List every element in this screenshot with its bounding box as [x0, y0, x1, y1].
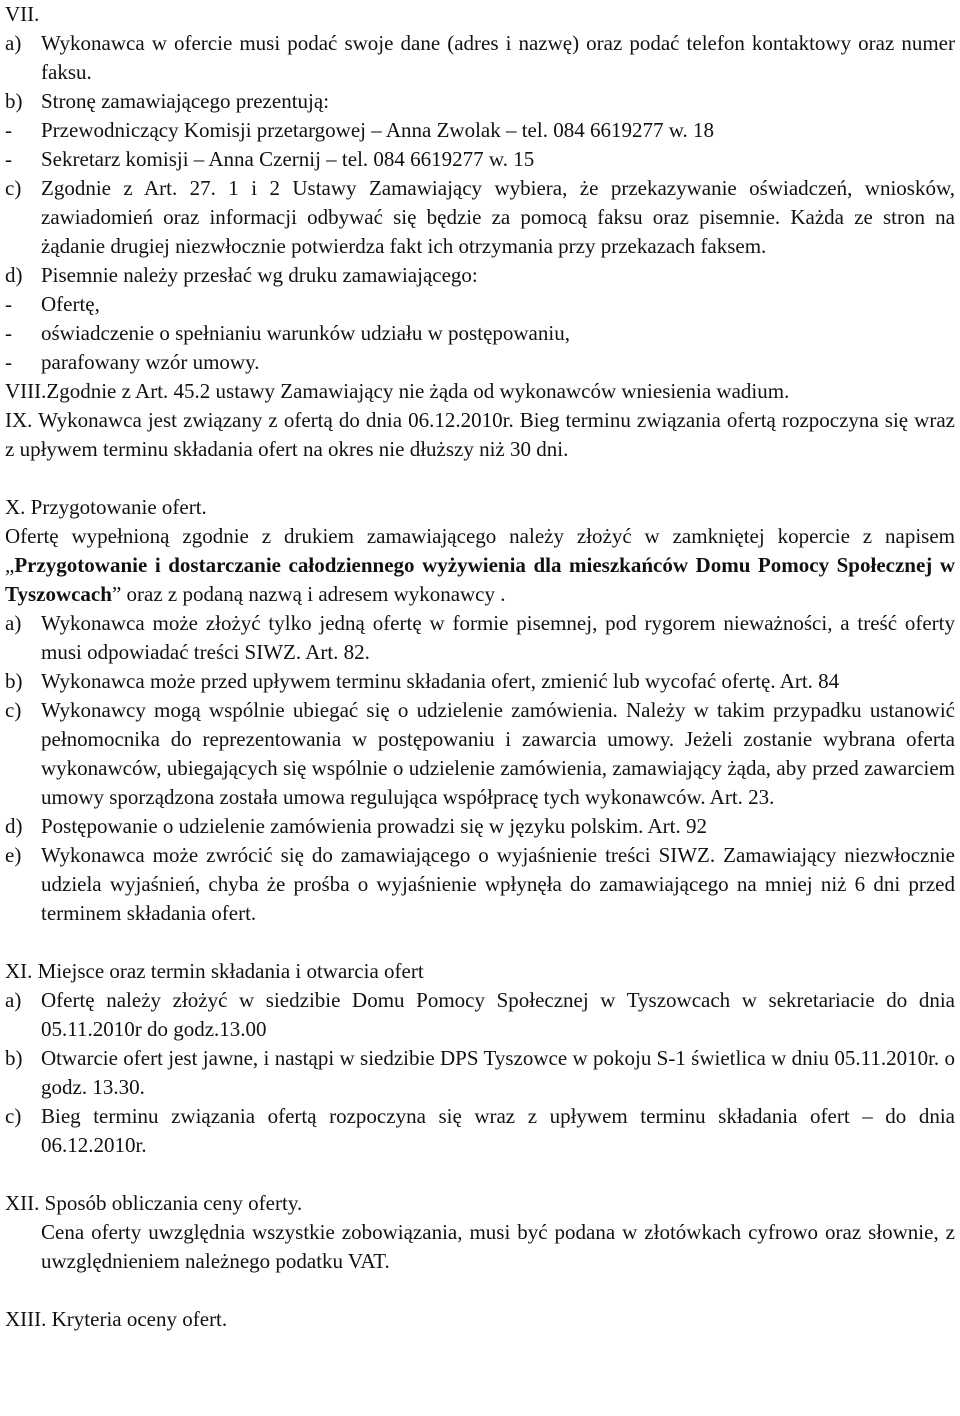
section-12-heading: XII. Sposób obliczania ceny oferty.	[5, 1191, 303, 1215]
dash-bullet: -	[5, 118, 12, 142]
section-11-item-b	[5, 1044, 955, 1102]
item-label: a)	[5, 611, 22, 635]
dash-bullet: -	[5, 292, 12, 316]
section-7-item-a	[5, 29, 955, 87]
intro-text: Ofertę wypełnioną zgodnie z drukiem zamawiającego należy złożyć w zamkniętej kopercie z napisem „	[5, 524, 955, 577]
spacer	[5, 464, 955, 493]
section-10-item-c	[5, 696, 955, 812]
spacer	[5, 1276, 955, 1305]
item-text: Wykonawcy mogą wspólnie ubiegać się o udzielenie zamówienia. Należy w takim przypadku ustanowić pełnomocnika do reprezentowania w postępowaniu i zawarcia umowy. Jeżeli zostanie wybrana oferta wykonawców, ubiegających się wspólnie o udzielenie zamówienia, zamawiający żąda, aby przed zawarciem umowy sporządzona została umowa regulująca współpracę tych wykonawców. Art. 23.	[41, 698, 955, 809]
item-text: Bieg terminu związania ofertą rozpoczyna się wraz z upływem terminu składania ofert – do dnia 06.12.2010r.	[41, 1104, 955, 1157]
item-text: parafowany wzór umowy.	[41, 350, 260, 374]
intro-text-end: ” oraz z podaną nazwą i adresem wykonawcy .	[111, 582, 506, 606]
section-7-d-item-3	[5, 348, 955, 377]
item-text: Wykonawca może złożyć tylko jedną ofertę w formie pisemnej, pod rygorem nieważności, a treść oferty musi odpowiadać treści SIWZ. Art. 82.	[41, 611, 955, 664]
section-12-text: Cena oferty uwzględnia wszystkie zobowiązania, musi być podana w złotówkach cyfrowo oraz słownie, z uwzględnieniem należnego podatku VAT.	[41, 1220, 955, 1273]
section-10-item-a	[5, 609, 955, 667]
section-7-d-item-2	[5, 319, 955, 348]
item-label: d)	[5, 263, 23, 287]
section-7-item-c	[5, 174, 955, 261]
item-text: Postępowanie o udzielenie zamówienia prowadzi się w języku polskim. Art. 92	[41, 814, 708, 838]
item-text: Wykonawca może przed upływem terminu składania ofert, zmienić lub wycofać ofertę. Art. 84	[41, 669, 840, 693]
item-label: a)	[5, 31, 22, 55]
item-text: Ofertę należy złożyć w siedzibie Domu Pomocy Społecznej w Tyszowcach w sekretariacie do dnia 05.11.2010r do godz.13.00	[41, 988, 955, 1041]
section-7-d-item-1	[5, 290, 955, 319]
item-label: e)	[5, 843, 22, 867]
section-10-item-e	[5, 841, 955, 928]
item-text: Przewodniczący Komisji przetargowej – Anna Zwolak – tel. 084 6619277 w. 18	[41, 118, 715, 142]
dash-bullet: -	[5, 350, 12, 374]
item-label: b)	[5, 1046, 23, 1070]
spacer	[5, 928, 955, 957]
dash-bullet: -	[5, 147, 12, 171]
item-label: c)	[5, 698, 22, 722]
item-label: d)	[5, 814, 23, 838]
section-10-intro	[5, 522, 955, 609]
item-label: a)	[5, 988, 22, 1012]
item-text: Pisemnie należy przesłać wg druku zamawiającego:	[41, 263, 478, 287]
spacer	[5, 1160, 955, 1189]
item-text: Otwarcie ofert jest jawne, i nastąpi w siedzibie DPS Tyszowce w pokoju S-1 świetlica w dniu 05.11.2010r. o godz. 13.30.	[41, 1046, 955, 1099]
section-10-heading: X. Przygotowanie ofert.	[5, 495, 207, 519]
item-text: Sekretarz komisji – Anna Czernij – tel. 084 6619277 w. 15	[41, 147, 535, 171]
item-text: oświadczenie o spełnianiu warunków udziału w postępowaniu,	[41, 321, 570, 345]
item-label: b)	[5, 89, 23, 113]
item-label: c)	[5, 176, 22, 200]
item-text: Wykonawca może zwrócić się do zamawiającego o wyjaśnienie treści SIWZ. Zamawiający niezwłocznie udziela wyjaśnień, chyba że prośba o wyjaśnienie wpłynęła do zamawiającego na mniej niż 6 dni przed terminem składania ofert.	[41, 843, 955, 925]
item-text: Stronę zamawiającego prezentują:	[41, 89, 330, 113]
section-11-item-c	[5, 1102, 955, 1160]
item-text: Ofertę,	[41, 292, 100, 316]
section-10-item-d	[5, 812, 955, 841]
section-11-item-a	[5, 986, 955, 1044]
section-7-person-2	[5, 145, 955, 174]
item-text: Wykonawca w ofercie musi podać swoje dane (adres i nazwę) oraz podać telefon kontaktowy oraz numer faksu.	[41, 31, 955, 84]
section-7-item-b	[5, 87, 955, 116]
section-10-item-b	[5, 667, 955, 696]
section-8-text: VIII.Zgodnie z Art. 45.2 ustawy Zamawiający nie żąda od wykonawców wniesienia wadium.	[5, 379, 790, 403]
section-11-heading: XI. Miejsce oraz termin składania i otwarcia ofert	[5, 959, 424, 983]
section-13-heading: XIII. Kryteria oceny ofert.	[5, 1307, 228, 1331]
item-text: Zgodnie z Art. 27. 1 i 2 Ustawy Zamawiający wybiera, że przekazywanie oświadczeń, wniosków, zawiadomień oraz informacji odbywać się będzie za pomocą faksu oraz pisemnie. Każda ze stron na żądanie drugiej niezwłocznie potwierdza fakt ich otrzymania przy przekazach faksem.	[41, 176, 955, 258]
envelope-label-bold: Przygotowanie i dostarczanie całodziennego wyżywienia dla mieszkańców Domu Pomocy Społecznej w Tyszowcach	[5, 553, 955, 606]
section-7-heading: VII.	[5, 2, 40, 26]
dash-bullet: -	[5, 321, 12, 345]
section-9-text: IX. Wykonawca jest związany z ofertą do dnia 06.12.2010r. Bieg terminu związania ofertą rozpoczyna się wraz z upływem terminu składania ofert na okres nie dłuższy niż 30 dni.	[5, 408, 955, 461]
item-label: c)	[5, 1104, 22, 1128]
document-page	[5, 0, 955, 1334]
section-7-item-d	[5, 261, 955, 290]
item-label: b)	[5, 669, 23, 693]
section-7-person-1	[5, 116, 955, 145]
